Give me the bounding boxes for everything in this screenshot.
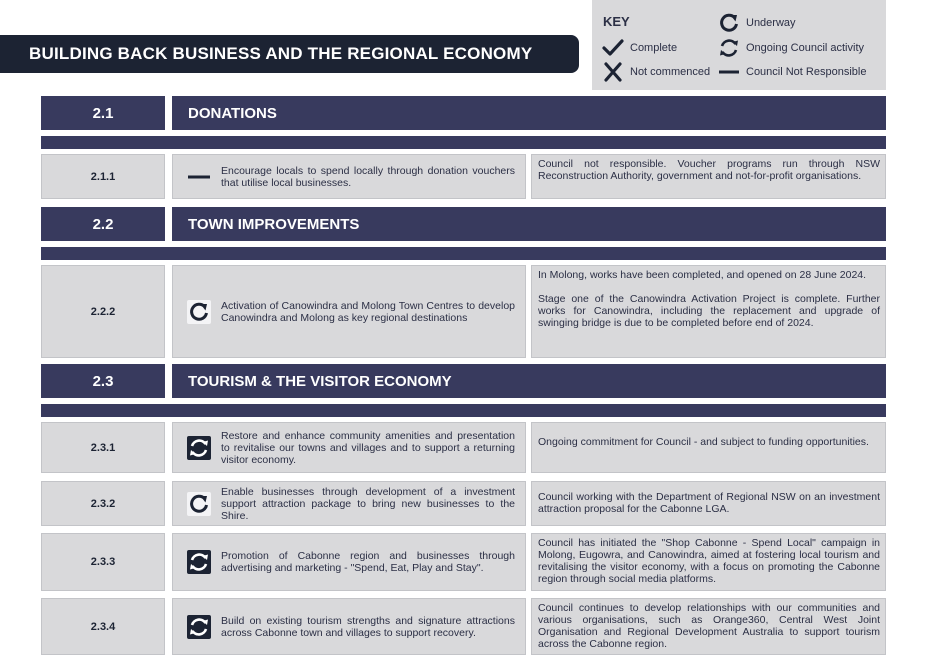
row-action xyxy=(172,533,526,591)
section-divider xyxy=(41,136,886,149)
row-action xyxy=(172,154,526,199)
row-comment-text: In Molong, works have been completed, and opened on 28 June 2024. xyxy=(538,269,867,281)
key-item-ongoing xyxy=(718,38,864,58)
section-title: DONATIONS xyxy=(172,96,886,130)
row-action xyxy=(172,481,526,526)
row-action-text: Enable businesses through development of a investment support attraction package to bring new businesses to the Shire. xyxy=(221,485,515,522)
row-number: 2.2.2 xyxy=(41,265,165,358)
row-comment xyxy=(531,481,886,526)
underway-icon xyxy=(187,300,211,324)
row-number: 2.1.1 xyxy=(41,154,165,199)
section-number: 2.2 xyxy=(41,207,165,241)
ongoing-icon xyxy=(187,550,211,574)
ongoing-icon xyxy=(187,436,211,460)
row-comment-text: Council has initiated the "Shop Cabonne - Spend Local" campaign in Molong, Eugowra, and Canowindra, aimed at fostering local tourism and revitalising the visitor economy, with a focus on promoting the Cabonne region through social media platforms. xyxy=(538,537,880,585)
row-comment-text: Ongoing commitment for Council - and subject to funding opportunities. xyxy=(538,436,869,448)
section-title: TOWN IMPROVEMENTS xyxy=(172,207,886,241)
key-item-complete xyxy=(602,38,677,58)
key-label-ongoing: Ongoing Council activity xyxy=(746,42,865,54)
row-number: 2.3.4 xyxy=(41,598,165,655)
key-label-underway: Underway xyxy=(746,17,796,29)
page-title: BUILDING BACK BUSINESS AND THE REGIONAL ECONOMY xyxy=(0,35,579,73)
row-action xyxy=(172,265,526,358)
key-item-not-commenced xyxy=(602,62,710,82)
ongoing-icon xyxy=(187,615,211,639)
row-comment xyxy=(531,422,886,473)
underway-icon xyxy=(718,13,740,33)
row-comment-text: Council working with the Department of Regional NSW on an investment attraction proposal for the Cabonne LGA. xyxy=(538,491,880,515)
row-comment-text: Council continues to develop relationships with our communities and various organisations, such as Orange360, Central West Joint Organisation and Regional Development Australia to support tourism across the Cabonne region. xyxy=(538,602,880,650)
section-number: 2.1 xyxy=(41,96,165,130)
row-comment-text: Stage one of the Canowindra Activation Project is complete. Further works for Canowindra, including the replacement and upgrade of swinging bridge is due to be completed before end of 2024. xyxy=(538,293,880,329)
cross-icon xyxy=(602,62,624,82)
underway-icon xyxy=(187,492,211,516)
row-comment xyxy=(531,265,886,358)
key-label-complete: Complete xyxy=(630,42,678,54)
dash-icon xyxy=(718,62,740,82)
row-comment xyxy=(531,598,886,655)
row-action-text: Build on existing tourism strengths and signature attractions across Cabonne town and villages to support recovery. xyxy=(221,614,515,639)
row-action xyxy=(172,598,526,655)
row-number: 2.3.3 xyxy=(41,533,165,591)
check-icon xyxy=(602,38,624,58)
row-comment-text: Council not responsible. Voucher programs run through NSW Reconstruction Authority, government and not-for-profit organisations. xyxy=(538,158,880,182)
section-title: TOURISM & THE VISITOR ECONOMY xyxy=(172,364,886,398)
section-divider xyxy=(41,247,886,260)
row-action xyxy=(172,422,526,473)
ongoing-icon xyxy=(718,38,740,58)
key-title: KEY xyxy=(603,14,630,29)
row-number: 2.3.1 xyxy=(41,422,165,473)
row-action-text: Promotion of Cabonne region and businesses through advertising and marketing - "Spend, Eat, Play and Stay". xyxy=(221,550,515,574)
row-action-text: Restore and enhance community amenities and presentation to revitalise our towns and villages and to support a returning visitor economy. xyxy=(221,429,515,466)
key-label-not-responsible: Council Not Responsible xyxy=(746,66,867,78)
key-label-not-commenced: Not commenced xyxy=(630,66,711,78)
row-comment xyxy=(531,533,886,591)
dash-icon xyxy=(187,165,211,189)
section-number: 2.3 xyxy=(41,364,165,398)
row-action-text: Encourage locals to spend locally through donation vouchers that utilise local businesses. xyxy=(221,164,515,189)
row-number: 2.3.2 xyxy=(41,481,165,526)
section-divider xyxy=(41,404,886,417)
key-item-not-responsible xyxy=(718,62,866,82)
status-key xyxy=(592,0,886,90)
key-item-underway xyxy=(718,13,796,33)
row-action-text: Activation of Canowindra and Molong Town Centres to develop Canowindra and Molong as key regional destinations xyxy=(221,299,515,324)
row-comment xyxy=(531,154,886,199)
